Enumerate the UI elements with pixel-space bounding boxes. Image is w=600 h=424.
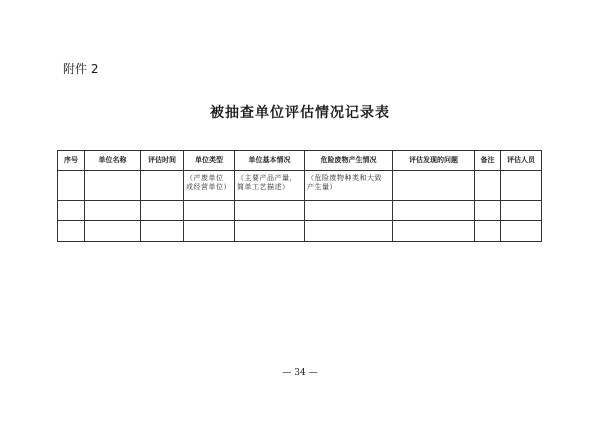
- table-cell: [184, 201, 235, 221]
- table-cell: [235, 201, 305, 221]
- page-number: — 34 —: [282, 368, 318, 378]
- table-cell: [235, 221, 305, 242]
- table-cell: [141, 221, 184, 242]
- table-cell: [305, 221, 393, 242]
- unit-basic-info-note-line: 简单工艺描述）: [237, 183, 290, 191]
- header-serial-number: 序号: [58, 151, 85, 171]
- table-cell: [501, 221, 542, 242]
- table-cell: [85, 171, 141, 201]
- table-cell: [58, 201, 85, 221]
- unit-type-note-cell: [184, 171, 235, 201]
- table-row: [58, 171, 542, 201]
- table-cell: [184, 221, 235, 242]
- header-unit-basic-info: 单位基本情况: [235, 151, 305, 171]
- table-cell: [141, 171, 184, 201]
- table-cell: [85, 201, 141, 221]
- table-cell: [85, 221, 141, 242]
- page-title: 被抽查单位评估情况记录表: [210, 105, 390, 121]
- header-unit-name: 单位名称: [85, 151, 141, 171]
- hazardous-waste-note-cell: [305, 171, 393, 201]
- table-header-row: [58, 151, 542, 171]
- header-assessors: 评估人员: [501, 151, 542, 171]
- unit-type-note-line: （产废单位: [186, 174, 224, 182]
- hazardous-waste-note-line: （危险废物种类和大致: [307, 174, 382, 182]
- table-cell: [141, 201, 184, 221]
- header-problems-found: 评估发现的问题: [393, 151, 475, 171]
- table-cell: [393, 171, 475, 201]
- table-row: [58, 221, 542, 242]
- table-cell: [393, 201, 475, 221]
- table-row: [58, 201, 542, 221]
- attachment-label: 附件 2: [63, 62, 99, 76]
- header-assessment-time: 评估时间: [141, 151, 184, 171]
- header-unit-type: 单位类型: [184, 151, 235, 171]
- unit-type-note-line: 或经营单位）: [186, 183, 231, 191]
- header-hazardous-waste: 危险废物产生情况: [305, 151, 393, 171]
- header-remarks: 备注: [475, 151, 501, 171]
- hazardous-waste-note-line: 产生量）: [307, 183, 337, 191]
- table-cell: [475, 221, 501, 242]
- table-cell: [475, 171, 501, 201]
- record-table: [57, 150, 542, 242]
- unit-basic-info-note-line: （主要产品产量，: [237, 174, 297, 182]
- unit-basic-info-note-cell: [235, 171, 305, 201]
- table-cell: [501, 171, 542, 201]
- table-cell: [393, 221, 475, 242]
- table-cell: [58, 171, 85, 201]
- table-cell: [58, 221, 85, 242]
- table-cell: [305, 201, 393, 221]
- table-cell: [475, 201, 501, 221]
- table-cell: [501, 201, 542, 221]
